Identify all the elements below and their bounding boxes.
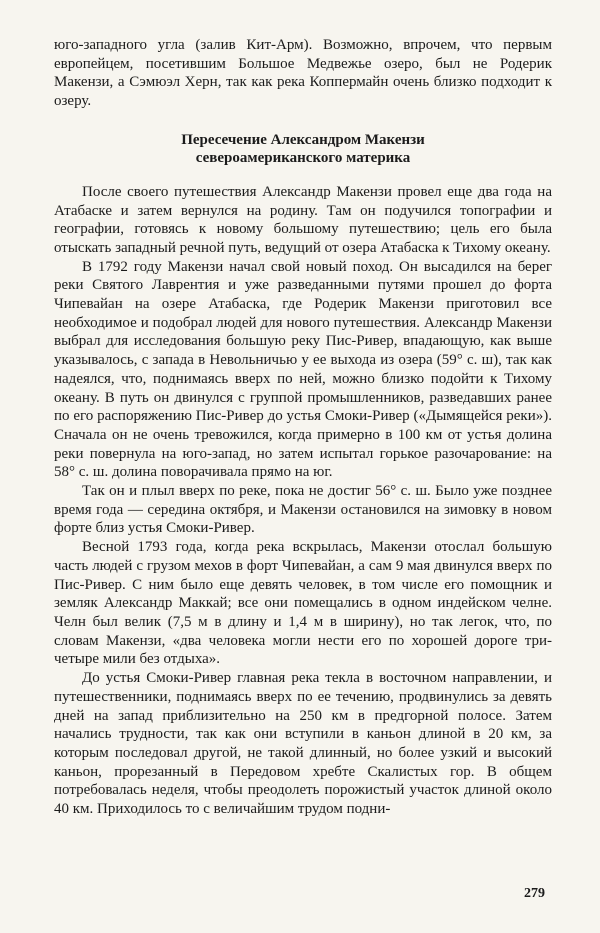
paragraph: Так он и плыл вверх по реке, пока не достиг 56° с. ш. Было уже позднее время года — середина октября, и Макензи остановился на зимовку в новом форте близ устья Смоки-Ривер. [54,483,552,537]
section-heading-line-1: Пересечение Александром Макензи [181,131,425,148]
paragraph: До устья Смоки-Ривер главная река текла в восточном направлении, и путешественники, поднимаясь вверх по ее течению, продвинулись за девять дней на запад приблизительно на 250 км в предгорной полосе. Затем начались трудности, так как они вступили в каньон длиной в 20 км, за которым последовал другой, не такой длинный, но более узкий и высокий каньон, прорезанный в Передовом хребте Скалистых гор. В общем потребовалась неделя, чтобы преодолеть порожистый участок длиной около 40 км. Приходилось то с величайшим трудом подни- [54,670,552,818]
section-heading-line-2: североамериканского материка [195,149,411,166]
section-heading [54,131,552,167]
text-column [54,36,552,819]
paragraph: Весной 1793 года, когда река вскрылась, Макензи отослал большую часть людей с грузом мехов в форт Чипевайан, а сам 9 мая двинулся вверх по Пис-Ривер. С ним было еще девять человек, в том числе его помощник и земляк Александр Маккай; все они помещались в одном индейском челне. Челн был велик (7,5 м в длину и 1,4 м в ширину), но так легок, что, по словам Макензи, «два человека могли нести его по хорошей дороге три-четыре мили без отдыха». [54,539,552,668]
page-number: 279 [524,886,545,901]
paragraph: В 1792 году Макензи начал свой новый поход. Он высадился на берег реки Святого Лаврентия и уже разведанными путями прошел до форта Чипевайан на озере Атабаска, где Родерик Макензи приготовил все необходимое и подобрал людей для нового путешествия. Александр Макензи выбрал для исследования большую реку Пис-Ривер, впадающую, как выше указывалось, с запада в Невольничью у ее выхода из озера (59° с. ш), так как надеялся, что, поднимаясь вверх по ней, можно близко подойти к Тихому океану. В путь он двинулся с группой промышленников, разведавших ранее по его распоряжению Пис-Ривер до устья Смоки-Ривер («Дымящейся реки»). Сначала он не очень тревожился, когда примерно в 100 км от устья долина реки повернула на юго-запад, но затем испытал горькое разочарование: на 58° с. ш. долина поворачивала прямо на юг. [54,258,552,481]
paragraph: После своего путешествия Александр Макензи провел еще два года на Атабаске и затем вернулся на родину. Там он подучился топографии и географии, готовясь к новому большому путешествию; цель его была отыскать западный речной путь, ведущий от озера Атабаска к Тихому океану. [54,183,552,256]
paragraph-continuation: юго-западного угла (залив Кит-Арм). Возможно, впрочем, что первым европейцем, посетившим Большое Медвежье озеро, был не Родерик Макензи, а Сэмюэл Херн, так как река Коппермайн очень близко подходит к озеру. [54,37,552,110]
